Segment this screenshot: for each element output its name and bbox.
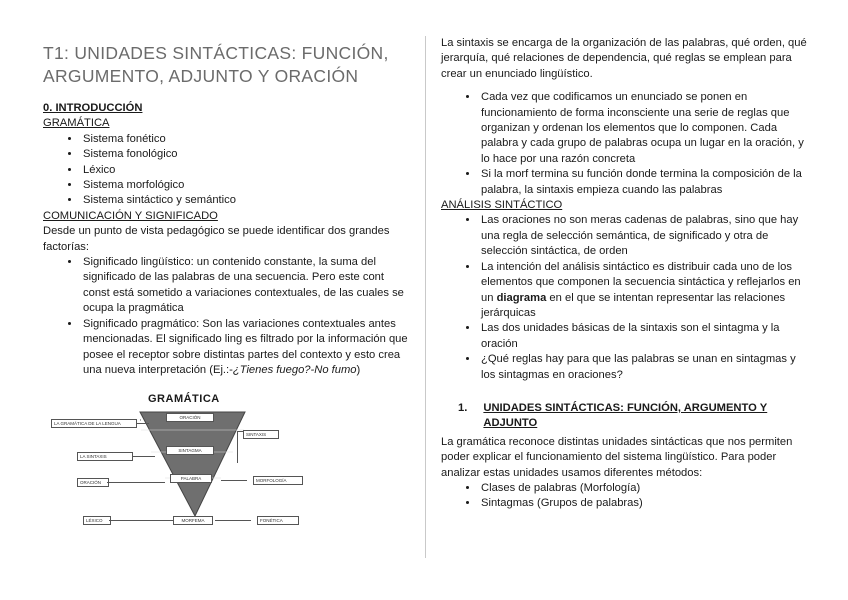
list-item: • Sistema fonológico <box>81 147 413 162</box>
metodos-list <box>441 481 813 512</box>
diagram-line <box>237 431 238 463</box>
funnel-shape <box>140 412 245 516</box>
list-item: • Sistema fonético <box>81 132 413 147</box>
diagram-line <box>137 423 149 424</box>
analisis-list <box>441 213 813 382</box>
sintaxis-list <box>441 90 813 198</box>
diagram-box: SINTAXIS <box>243 430 279 439</box>
diagram-line <box>133 456 155 457</box>
section-1-title: UNIDADES SINTÁCTICAS: FUNCIÓN, ARGUMENTO Y ADJUNTO <box>483 401 768 430</box>
list-item: • Sintagmas (Grupos de palabras) <box>479 496 813 511</box>
diagram-center-box: ORACIÓN <box>166 413 214 422</box>
diagram-line <box>221 480 247 481</box>
significado-list <box>43 255 413 378</box>
section-1-number: 1. <box>458 401 468 414</box>
diagram-line <box>107 482 165 483</box>
diagram-center-box: PALABRA <box>170 474 212 483</box>
section-1-intro: La gramática reconoce distintas unidades sintácticas que nos permiten poder explicar el funcionamiento del sistema lingüístico. Para poder analizar estas unidades usamos diferentes métodos: <box>441 435 793 479</box>
list-item: • ¿Qué reglas hay para que las palabras se unan en sintagmas y los sintagmas en oraciones? <box>479 352 813 383</box>
page-title: T1: UNIDADES SINTÁCTICAS: FUNCIÓN, ARGUMENTO, ADJUNTO Y ORACIÓN <box>43 43 389 86</box>
list-item: • Clases de palabras (Morfología) <box>479 481 813 496</box>
list-item: • Significado lingüístico: un contenido constante, la suma del significado de las palabras de una secuencia. Pero este cont const está sometido a variaciones contextuales, de las cuales se ocupa la pragmática <box>81 255 413 317</box>
comunicacion-intro: Desde un punto de vista pedagógico se puede identificar dos grandes factorías: <box>43 225 390 253</box>
list-item: • Sistema morfológico <box>81 178 413 193</box>
gramatica-diagram <box>45 384 307 532</box>
list-item <box>81 317 413 379</box>
list-item <box>479 260 813 322</box>
analisis-item-2-b: en el que se intentan representar las relaciones jerárquicas <box>481 291 786 319</box>
diagram-box: ORACIÓN <box>77 478 109 487</box>
sintaxis-intro: La sintaxis se encarga de la organización de las palabras, qué orden, qué jerarquía, qué relaciones de dependencia, qué reglas se emplean para crear un enunciado lingüístico. <box>441 37 807 80</box>
example-italic: ¿Tienes fuego?-No fumo <box>232 363 357 376</box>
example-close: ) <box>356 363 361 376</box>
list-item: • Las dos unidades básicas de la sintaxis son el sintagma y la oración <box>479 321 813 352</box>
section-1-heading <box>441 401 813 432</box>
diagram-title: GRAMÁTICA <box>148 393 220 406</box>
comunicacion-heading: COMUNICACIÓN Y SIGNIFICADO <box>43 209 218 222</box>
gramatica-list <box>43 132 413 209</box>
diagram-center-box: SINTAGMA <box>166 446 214 455</box>
right-column <box>441 36 813 512</box>
diagram-box: LÉXICO <box>83 516 111 525</box>
list-item: • Las oraciones no son meras cadenas de palabras, sino que hay una regla de selección semántica, de significado y otra de selección sintáctica, de orden <box>479 213 813 259</box>
intro-heading: 0. INTRODUCCIÓN <box>43 102 143 114</box>
diagram-box: MORFOLOGÍA <box>253 476 303 485</box>
analisis-heading: ANÁLISIS SINTÁCTICO <box>441 199 563 212</box>
analisis-item-2-a: La intención del análisis sintáctico es distribuir cada uno de los elementos que componen la secuencia sintáctica y reflejarlos en un <box>481 260 801 304</box>
list-item: • Sistema sintáctico y semántico <box>81 193 413 208</box>
list-item: • Cada vez que codificamos un enunciado se ponen en funcionamiento de forma inconsciente una serie de reglas que organizan y ordenan los elementos que lo componen. Cada palabra y cada grupo de palabras ocupa un lugar en la oración, y lo hace por una razón concreta <box>479 90 813 167</box>
diagram-center-box: MORFEMA <box>173 516 213 525</box>
diagram-box: FONÉTICA <box>257 516 299 525</box>
diagram-box: LA SINTAXIS <box>77 452 133 461</box>
diagram-line <box>109 520 173 521</box>
diagrama-bold: diagrama <box>496 291 547 304</box>
list-item: • Léxico <box>81 163 413 178</box>
diagram-line <box>215 520 251 521</box>
column-divider <box>425 36 426 558</box>
left-column <box>43 36 413 532</box>
list-item: • Si la morf termina su función donde termina la composición de la palabra, la sintaxis empieza cuando las palabras <box>479 167 813 198</box>
diagram-box: LA GRAMÁTICA DE LA LENGUA <box>51 419 137 428</box>
gramatica-heading: GRAMÁTICA <box>43 117 110 130</box>
significado-pragmatico-text: Significado pragmático: Son las variaciones contextuales antes mencionadas. El significado ling es filtrado por la información que posee el receptor sobre distintas partes del contexto y esto crea una nueva interpretación (Ej.:- <box>83 317 408 376</box>
